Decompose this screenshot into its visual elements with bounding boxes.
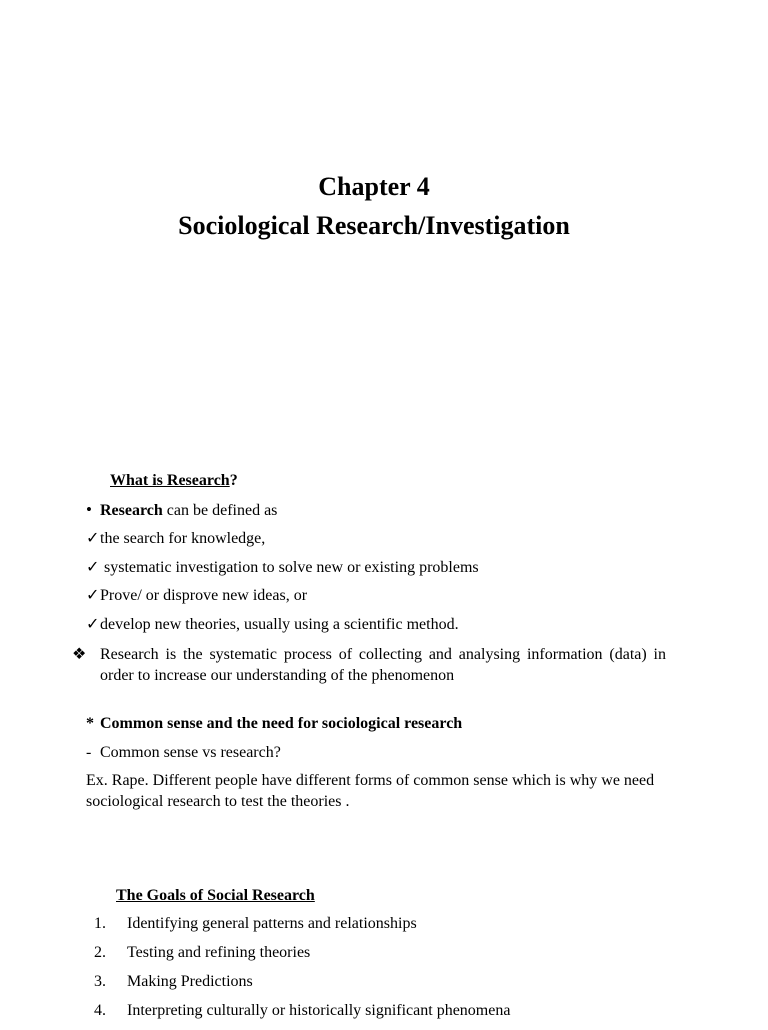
list-item xyxy=(94,972,510,1001)
common-sense-heading xyxy=(86,714,462,734)
checkmark-icon: ✓ xyxy=(86,559,100,576)
check-item xyxy=(86,615,459,635)
list-item xyxy=(94,943,510,972)
dash-icon: - xyxy=(86,744,92,761)
check-item xyxy=(86,586,307,606)
common-sense-heading-text: Common sense and the need for sociological research xyxy=(100,715,463,732)
checkmark-icon: ✓ xyxy=(86,587,100,604)
chapter-subtitle: Sociological Research/Investigation xyxy=(178,211,570,240)
definition-text: can be defined as xyxy=(162,502,278,519)
check-item-text: develop new theories, usually using a scientific method. xyxy=(100,616,459,633)
check-item xyxy=(86,558,479,578)
list-item-text: Interpreting culturally or historically significant phenomena xyxy=(127,1002,511,1019)
list-item-number: 1. xyxy=(94,915,106,932)
goals-list xyxy=(94,914,510,1030)
list-item-number: 2. xyxy=(94,944,106,961)
list-item-number: 4. xyxy=(94,1002,106,1019)
list-item-text: Testing and refining theories xyxy=(127,944,311,961)
list-item-text: Making Predictions xyxy=(127,973,253,990)
common-sense-item xyxy=(86,743,281,763)
check-item-text: the search for knowledge, xyxy=(100,530,266,547)
section-heading-what-is-research xyxy=(110,471,238,491)
definition-line xyxy=(86,500,277,521)
list-item-number: 3. xyxy=(94,973,106,990)
section-heading-goals xyxy=(116,886,315,906)
research-definition-text: Research is the systematic process of collecting and analysing information (data) in order to increase our understanding of the phenomenon xyxy=(100,646,666,684)
section-heading-text: What is Research xyxy=(110,472,230,489)
definition-term: Research xyxy=(100,502,163,519)
checkmark-icon: ✓ xyxy=(86,530,100,547)
list-item-text: Identifying general patterns and relationships xyxy=(127,915,417,932)
list-item xyxy=(94,914,510,943)
asterisk-icon: * xyxy=(86,715,94,732)
check-item-text: Prove/ or disprove new ideas, or xyxy=(100,587,308,604)
section-heading-goals-text: The Goals of Social Research xyxy=(116,887,315,904)
bullet-icon: • xyxy=(86,500,92,519)
list-item xyxy=(94,1001,510,1030)
diamond-bullet-icon: ❖ xyxy=(72,646,87,663)
example-paragraph: Ex. Rape. Different people have different forms of common sense which is why we need sociological research to test the theories . xyxy=(86,772,655,810)
common-sense-item-text: Common sense vs research? xyxy=(100,744,281,761)
research-definition-paragraph xyxy=(72,644,666,686)
check-item-text: systematic investigation to solve new or existing problems xyxy=(100,559,479,576)
section-heading-suffix: ? xyxy=(229,472,238,489)
check-item xyxy=(86,529,265,549)
checkmark-icon: ✓ xyxy=(86,616,100,633)
chapter-title: Chapter 4 xyxy=(318,172,430,201)
